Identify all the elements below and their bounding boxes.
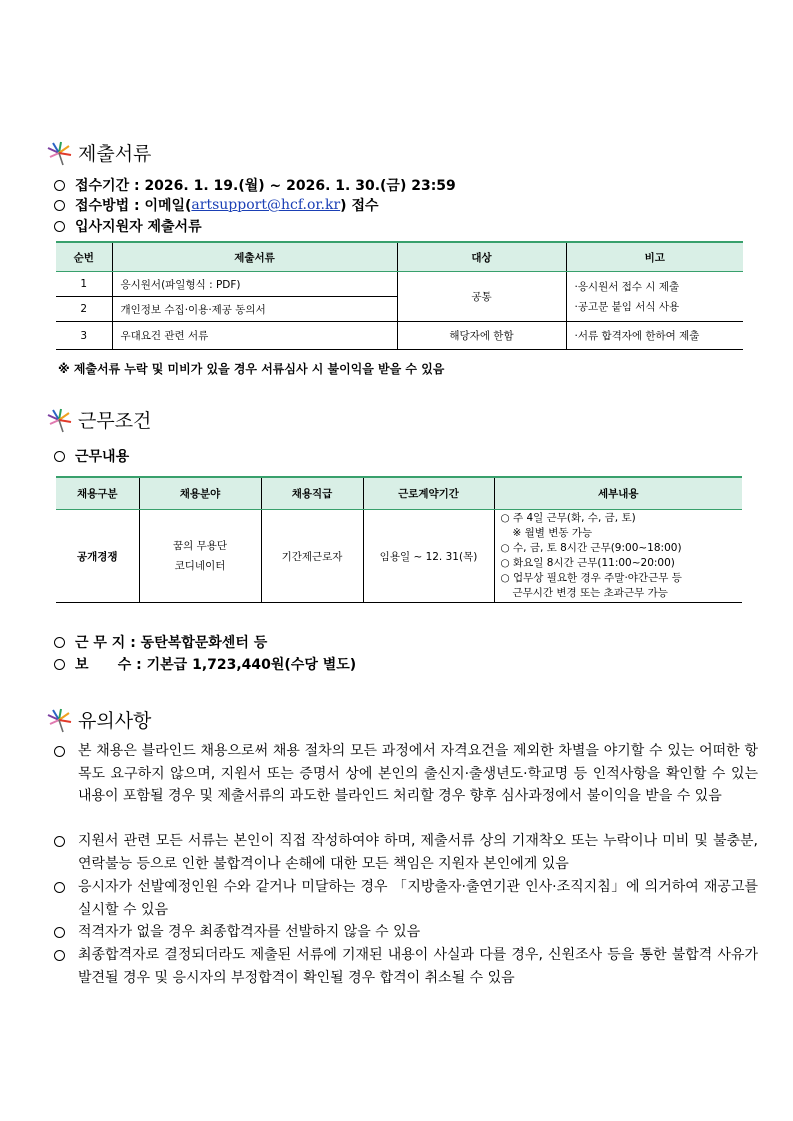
applicant-docs-text: 입사지원자 제출서류 [75,219,202,235]
documents-table [56,241,743,350]
submission-method [54,195,379,215]
work-location-text: 근 무 지 : 동탄복합문화센터 등 [75,635,268,651]
bullet-circle [54,927,65,938]
table-cell [139,510,261,603]
notice-text: 응시자가 선발예정인원 수와 같거나 미달하는 경우 「지방출자·출연기관 인사·조직지침」에 의거하여 재공고를 실시할 수 있음 [78,879,758,918]
work-content-heading [54,446,129,466]
bullet-circle [54,882,65,893]
table-cell [494,510,742,603]
bullet-circle [54,200,65,211]
notice-text: 최종합격자로 결정되더라도 제출된 서류에 기재된 내용이 사실과 다를 경우, 신원조사 등을 통한 불합격 사유가 발견될 경우 및 응시자의 부정합격이 확인될 경우 합격이 취소될 수 있음 [78,947,758,986]
submission-period [54,175,456,195]
field-line: 꿈의 무용단 [172,540,228,552]
header-cell: 대상 [397,242,566,272]
detail-line: ※ 월별 변동 가능 [512,527,593,539]
applicant-docs-heading [54,216,202,236]
notice-text: 지원서 관련 모든 서류는 본인이 직접 작성하여야 하며, 제출서류 상의 기재착오 또는 누락이나 미비 및 불충분, 연락불능 등으로 인한 불합격이나 손해에 대한 모든 책임은 지원자 본인에게 있음 [78,833,758,872]
field-line: 코디네이터 [174,560,226,572]
notice-item [54,876,758,921]
pinwheel-icon [44,707,74,733]
documents-table-header [56,242,743,272]
header-cell: 채용구분 [56,477,139,510]
detail-line: ○ 주 4일 근무(화, 수, 금, 토) [500,512,636,524]
work-location [54,632,267,652]
submission-method-prefix: 접수방법 : 이메일( [75,198,192,214]
header-cell: 세부내용 [494,477,742,510]
detail-line: ○ 업무상 필요한 경우 주말·야간근무 등 [500,572,682,584]
work-content-text: 근무내용 [75,449,130,465]
table-cell: 해당자에 한함 [397,322,566,350]
table-cell: ·서류 합격자에 한하여 제출 [566,322,743,350]
work-pay [54,654,356,674]
table-cell: 2 [56,297,112,322]
table-cell: 우대요건 관련 서류 [112,322,397,350]
notice-text: 본 채용은 블라인드 채용으로써 채용 절차의 모든 과정에서 자격요건을 제외한 차별을 야기할 수 있는 어떠한 항목도 요구하지 않으며, 지원서 또는 증명서 상에 본인의 출신지·출생년도·학교명 등 인적사항을 확인할 수 있는 내용이 포함될 경우 및 제출서류의 과도한 블라인드 처리할 경우 향후 심사과정에서 불이익을 받을 수 있음 [78,743,758,804]
notice-item [54,921,758,944]
notice-item [54,830,758,875]
table-cell: 1 [56,272,112,297]
table-cell: 공개경쟁 [56,510,139,603]
notice-text: 적격자가 없을 경우 최종합격자를 선발하지 않을 수 있음 [78,924,421,940]
notice-item [54,944,758,989]
work-table [56,476,742,603]
detail-line: 근무시간 변경 또는 초과근무 가능 [512,587,668,599]
bullet-circle [54,221,65,232]
table-row [56,272,743,297]
submission-period-text: 접수기간 : 2026. 1. 19.(월) ~ 2026. 1. 30.(금) 23:59 [75,178,456,194]
notice-item [54,740,758,808]
header-cell: 채용분야 [139,477,261,510]
header-cell: 근로계약기간 [363,477,494,510]
bullet-circle [54,451,65,462]
table-row [56,510,742,603]
table-row [56,322,743,350]
pinwheel-icon [44,407,74,433]
table-cell [566,272,743,322]
email-link[interactable]: artsupport@hcf.or.kr [191,197,341,213]
header-cell: 제출서류 [112,242,397,272]
section-title-documents [44,139,151,166]
detail-line: ○ 수, 금, 토 8시간 근무(9:00~18:00) [500,542,682,554]
header-cell: 비고 [566,242,743,272]
section-title-text: 근무조건 [78,410,152,432]
section-title-text: 제출서류 [78,143,152,165]
section-title-work [44,406,151,433]
remark-line: ·공고문 붙임 서식 사용 [574,300,680,313]
header-cell: 채용직급 [261,477,363,510]
table-cell: 응시원서(파일형식 : PDF) [112,272,397,297]
bullet-circle [54,180,65,191]
bullet-circle [54,836,65,847]
pinwheel-icon [44,140,74,166]
table-cell: 개인정보 수집·이용·제공 동의서 [112,297,397,322]
bullet-circle [54,746,65,757]
submission-method-suffix: ) 접수 [340,198,379,214]
table-cell: 임용일 ~ 12. 31(목) [363,510,494,603]
remark-line: ·응시원서 접수 시 제출 [574,280,680,293]
bullet-circle [54,637,65,648]
documents-note: ※ 제출서류 누락 및 미비가 있을 경우 서류심사 시 불이익을 받을 수 있음 [58,362,445,376]
detail-line: ○ 화요일 8시간 근무(11:00~20:00) [500,557,675,569]
section-title-text: 유의사항 [78,710,152,732]
header-cell: 순번 [56,242,112,272]
work-table-header [56,477,742,510]
bullet-circle [54,659,65,670]
table-cell: 공통 [397,272,566,322]
section-title-notes [44,706,151,733]
work-pay-text: 보 수 : 기본급 1,723,440원(수당 별도) [75,657,357,673]
table-cell: 3 [56,322,112,350]
table-cell: 기간제근로자 [261,510,363,603]
bullet-circle [54,950,65,961]
